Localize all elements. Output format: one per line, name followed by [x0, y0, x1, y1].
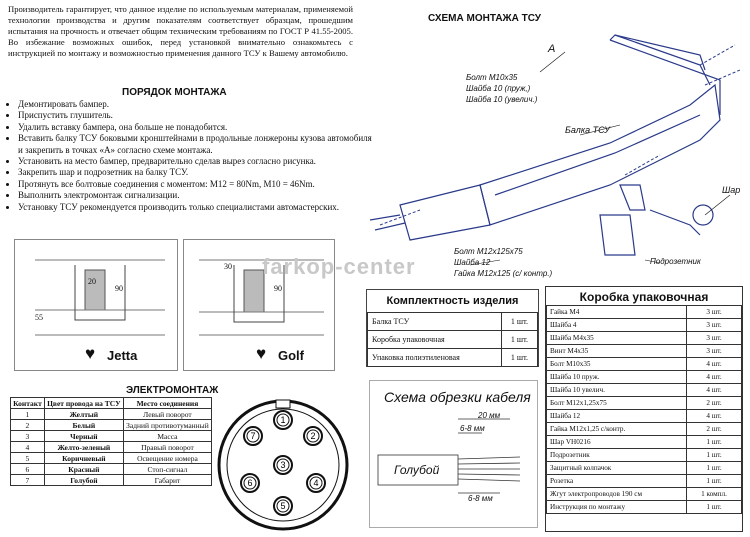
bolt-label: Болт М10х35	[466, 73, 518, 82]
car-jetta-label: Jetta	[107, 348, 138, 363]
table-row: 3 Черный Масса	[11, 431, 212, 442]
step: • Закрепить шар и подрозетник на балку ТСУ.	[18, 167, 378, 178]
table-row: Жгут электропроводов 190 см 1 компл.	[547, 488, 742, 501]
ball-label: Шар	[722, 185, 741, 195]
socket-pin-diagram	[216, 398, 350, 532]
table-row: Болт М10х35 4 шт.	[547, 358, 742, 371]
table-row: Гайка М12х1,25 с/контр. 2 шт.	[547, 423, 742, 436]
point-a-label: А	[548, 43, 556, 55]
socket-pin-number: 3	[280, 460, 286, 470]
bolts-bottom-labels	[454, 246, 552, 279]
cable-scheme-title: Схема обрезки кабеля	[384, 389, 531, 405]
intro-text: Производитель гарантирует, что данное изделие по используемым материалам, применяемой технологии производства и другим показателям соответствует образцам, прошедшим испытания на прочность и отвечает общим техническим требованиям по ГОСТ Р 41.55-2005. Во избежание возможных ошибок, перед установкой внимательно ознакомьтесь с инструкцией по монтажу и возможностью применения данного ТСУ к Вашему автомобилю.	[8, 4, 353, 58]
table-row: Шар VH0216 1 шт.	[547, 436, 742, 449]
table-row: Розетка 1 шт.	[547, 475, 742, 488]
wire-color-label: Голубой	[394, 463, 440, 477]
table-row: 4 Желто-зеленый Правый поворот	[11, 442, 212, 453]
table-row: Болт М12х1,25х75 2 шт.	[547, 397, 742, 410]
dim-55: 55	[35, 313, 43, 322]
table-row: Балка ТСУ 1 шт.	[368, 313, 538, 331]
dim-20mm: 20 мм	[478, 411, 501, 420]
procedure-steps	[6, 99, 378, 213]
table-row: 6 Красный Стоп-сигнал	[11, 464, 212, 475]
table-row: 7 Голубой Габарит	[11, 475, 212, 486]
mounting-scheme-drawing	[360, 25, 745, 285]
beam-shape	[480, 85, 720, 225]
step: • Вставить балку ТСУ боковыми кронштейнами в продольные лонжероны кузова автомобиля и закрепить в точках «А» согласно схеме монтажа.	[18, 133, 378, 156]
beam-label: Балка ТСУ	[565, 125, 610, 135]
heart-icon: ♥	[85, 344, 96, 363]
dim-90: 90	[274, 284, 282, 293]
washer-label: Шайба 12	[454, 258, 491, 267]
cable-drawing	[370, 381, 537, 527]
table-row: 2 Белый Задний противотуманный	[11, 420, 212, 431]
table-row: Упаковка полиэтиленовая 1 шт.	[368, 349, 538, 367]
socket-pin-number: 1	[280, 415, 286, 425]
heart-icon: ♥	[256, 344, 267, 363]
bolt-label: Болт М12х125х75	[454, 247, 523, 256]
table-row: Шайба 12 4 шт.	[547, 410, 742, 423]
cable-scheme-panel	[369, 380, 538, 528]
step: • Демонтировать бампер.	[18, 99, 378, 110]
nut-label: Гайка М12х125 (с/ контр.)	[454, 269, 553, 278]
socket-pin-number: 6	[247, 478, 253, 488]
table-row: Шайба 10 пруж. 4 шт.	[547, 371, 742, 384]
watermark: farkop-center	[262, 254, 416, 279]
step: • Выполнить электромонтаж сигнализации.	[18, 190, 378, 201]
step: • Приспустить глушитель.	[18, 110, 378, 121]
washer-label: Шайба 10 (пруж,)	[466, 84, 531, 93]
step: • Протянуть все болтовые соединения с моментом: М12 = 80Nm, М10 = 46Nm.	[18, 179, 378, 190]
col-header: Цвет провода на ТСУ	[44, 398, 123, 409]
step: • Удалить вставку бампера, она больше не понадобится.	[18, 122, 378, 133]
box-table	[546, 305, 742, 514]
table-row: 1 Желтый Левый поворот	[11, 409, 212, 420]
bolts-top-labels	[466, 72, 537, 105]
procedure-title: ПОРЯДОК МОНТАЖА	[122, 87, 227, 98]
socket-pin-number: 2	[310, 431, 316, 441]
table-row: Винт М4х35 3 шт.	[547, 345, 742, 358]
table-row: Шайба М4х35 3 шт.	[547, 332, 742, 345]
table-row: Шайба 10 увелич. 4 шт.	[547, 384, 742, 397]
dim-20: 20	[88, 277, 96, 286]
step: • Установить на место бампер, предварительно сделав вырез согласно рисунка.	[18, 156, 378, 167]
cutout-jetta-drawing	[15, 240, 177, 370]
dim-90: 90	[115, 284, 123, 293]
table-row: 5 Коричневый Освещение номера	[11, 453, 212, 464]
kit-table	[367, 312, 538, 367]
car-golf-label: Golf	[278, 348, 304, 363]
electrical-title: ЭЛЕКТРОМОНТАЖ	[126, 385, 219, 396]
scheme-title: СХЕМА МОНТАЖА ТСУ	[428, 13, 541, 24]
box-title: Коробка упаковочная	[579, 290, 709, 304]
table-row: Защитный колпачок 1 шт.	[547, 462, 742, 475]
washer-label: Шайба 10 (увелич.)	[466, 95, 538, 104]
kit-title: Комплектность изделия	[386, 295, 519, 307]
col-header: Контакт	[11, 398, 45, 409]
dim-6-8mm-b: 6-8 мм	[468, 494, 493, 503]
dim-30: 30	[224, 262, 232, 271]
table-row: Инструкция по монтажу 1 шт.	[547, 501, 742, 514]
step: • Установку ТСУ рекомендуется производить только специалистами автомастерских.	[18, 202, 378, 213]
socket-pin-number: 4	[313, 478, 319, 488]
socket-pin-number: 7	[250, 431, 256, 441]
table-row: Шайба 4 3 шт.	[547, 319, 742, 332]
table-row: Коробка упаковочная 1 шт.	[368, 331, 538, 349]
table-row: Гайка М4 3 шт.	[547, 306, 742, 319]
wiring-table	[10, 397, 212, 486]
socket-pin-number: 5	[280, 501, 286, 511]
cutout-jetta-panel	[14, 239, 178, 371]
table-row: Подрозетник 1 шт.	[547, 449, 742, 462]
dim-6-8mm: 6-8 мм	[460, 424, 485, 433]
col-header: Место соединения	[123, 398, 211, 409]
socket-label: Подрозетник	[650, 257, 701, 266]
